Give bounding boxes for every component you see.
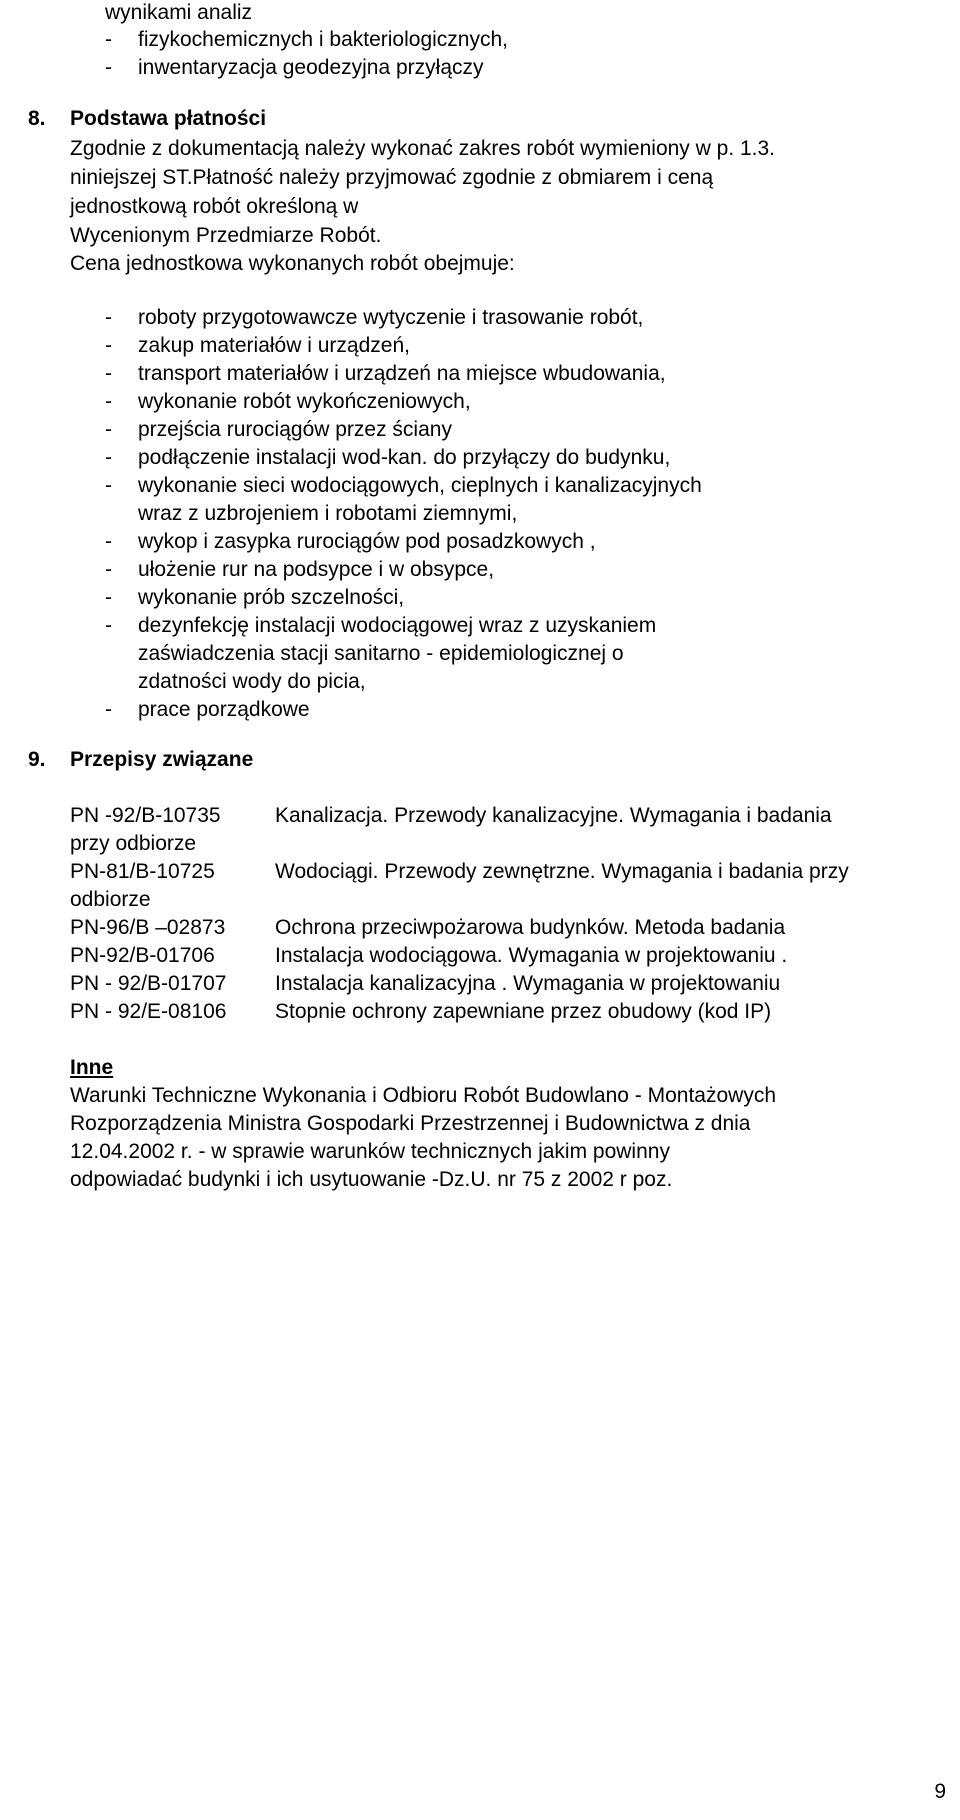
standard-code: odbiorze: [70, 888, 151, 911]
paragraph-line: Warunki Techniczne Wykonania i Odbioru Robót Budowlano - Montażowych: [70, 1084, 777, 1107]
standard-code: PN -92/B-10735: [70, 804, 221, 827]
list-item: wykonanie robót wykończeniowych,: [138, 390, 471, 413]
list-dash: -: [105, 306, 112, 329]
subsection-heading: Inne: [70, 1056, 114, 1079]
standard-description: Kanalizacja. Przewody kanalizacyjne. Wymagania i badania: [275, 804, 832, 827]
standard-code: PN-81/B-10725: [70, 860, 215, 883]
paragraph-line: Rozporządzenia Ministra Gospodarki Przestrzennej i Budownictwa z dnia: [70, 1112, 751, 1135]
list-item: roboty przygotowawcze wytyczenie i trasowanie robót,: [138, 306, 644, 329]
list-item: dezynfekcję instalacji wodociągowej wraz z uzyskaniem: [138, 614, 657, 637]
paragraph-line: Zgodnie z dokumentacją należy wykonać zakres robót wymieniony w p. 1.3.: [70, 137, 776, 160]
paragraph-line: Cena jednostkowa wykonanych robót obejmuje:: [70, 252, 515, 275]
list-item-continuation: zaświadczenia stacji sanitarno - epidemiologicznej o: [138, 642, 624, 665]
paragraph-line: jednostkową robót określoną w: [70, 195, 359, 218]
standard-code: PN - 92/E-08106: [70, 1000, 227, 1023]
section-number: 9.: [28, 748, 46, 771]
list-item-continuation: zdatności wody do picia,: [138, 670, 366, 693]
list-dash: -: [105, 362, 112, 385]
list-item: fizykochemicznych i bakteriologicznych,: [138, 28, 508, 51]
intro-line: wynikami analiz: [105, 1, 253, 24]
list-dash: -: [105, 586, 112, 609]
page-number: 9: [934, 1780, 946, 1803]
standard-code: PN-96/B –02873: [70, 916, 226, 939]
list-dash: -: [105, 56, 112, 79]
list-dash: -: [105, 334, 112, 357]
list-item: inwentaryzacja geodezyjna przyłączy: [138, 56, 484, 79]
list-dash: -: [105, 698, 112, 721]
paragraph-line: niniejszej ST.Płatność należy przyjmować zgodnie z obmiarem i ceną: [70, 166, 714, 189]
paragraph-line: odpowiadać budynki i ich usytuowanie -Dz.U. nr 75 z 2002 r poz.: [70, 1168, 673, 1191]
standard-code: PN-92/B-01706: [70, 944, 215, 967]
list-dash: -: [105, 390, 112, 413]
list-dash: -: [105, 558, 112, 581]
standard-description: Instalacja kanalizacyjna . Wymagania w projektowaniu: [275, 972, 781, 995]
list-dash: -: [105, 530, 112, 553]
standard-description: Ochrona przeciwpożarowa budynków. Metoda badania: [275, 916, 786, 939]
list-item: ułożenie rur na podsypce i w obsypce,: [138, 558, 495, 581]
list-dash: -: [105, 614, 112, 637]
standard-description: Instalacja wodociągowa. Wymagania w projektowaniu .: [275, 944, 788, 967]
list-item: wykop i zasypka rurociągów pod posadzkowych ,: [138, 530, 596, 553]
standard-description: Wodociągi. Przewody zewnętrzne. Wymagania i badania przy: [275, 860, 849, 883]
section-title: Przepisy związane: [70, 748, 254, 771]
section-title: Podstawa płatności: [70, 107, 267, 130]
list-dash: -: [105, 474, 112, 497]
list-item-continuation: wraz z uzbrojeniem i robotami ziemnymi,: [138, 502, 518, 525]
standard-description: Stopnie ochrony zapewniane przez obudowy (kod IP): [275, 1000, 772, 1023]
list-dash: -: [105, 446, 112, 469]
paragraph-line: Wycenionym Przedmiarze Robót.: [70, 224, 382, 247]
list-item: zakup materiałów i urządzeń,: [138, 334, 410, 357]
section-number: 8.: [28, 107, 46, 130]
list-item: podłączenie instalacji wod-kan. do przyłączy do budynku,: [138, 446, 671, 469]
standard-code: PN - 92/B-01707: [70, 972, 227, 995]
list-dash: -: [105, 418, 112, 441]
paragraph-line: 12.04.2002 r. - w sprawie warunków technicznych jakim powinny: [70, 1140, 670, 1163]
list-item: prace porządkowe: [138, 698, 310, 721]
list-item: wykonanie prób szczelności,: [138, 586, 405, 609]
list-item: przejścia rurociągów przez ściany: [138, 418, 452, 441]
list-dash: -: [105, 28, 112, 51]
list-item: transport materiałów i urządzeń na miejsce wbudowania,: [138, 362, 666, 385]
list-item: wykonanie sieci wodociągowych, cieplnych i kanalizacyjnych: [138, 474, 702, 497]
standard-code: przy odbiorze: [70, 832, 197, 855]
